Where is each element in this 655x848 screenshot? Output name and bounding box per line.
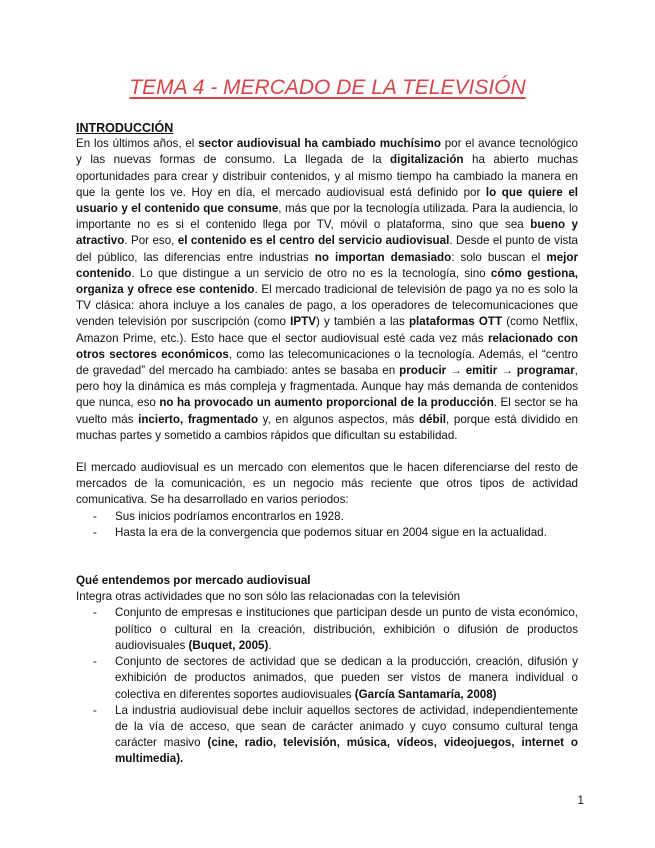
list-item-text: Sus inicios podríamos encontrarlos en 1928. xyxy=(115,509,344,523)
citation: (García Santamaría, 2008) xyxy=(354,687,497,701)
list-item xyxy=(76,654,578,703)
intro-text: por el avance tecnológico y las nuevas formas de consumo. La llegada de la xyxy=(76,137,578,167)
citation: (cine, radio, televisión, música, vídeos, videojuegos, internet o multimedia). xyxy=(115,736,579,766)
intro-text: ) y también a las xyxy=(315,315,409,329)
intro-bold: lo que quiere el usuario y el contenido que consume xyxy=(76,185,578,216)
intro-bold: digitalización xyxy=(390,153,464,167)
intro-bold: débil xyxy=(418,412,447,426)
list-dash: - xyxy=(93,509,97,523)
intro-text: . El sector se ha vuelto más xyxy=(76,396,578,426)
list-item-text: Conjunto de sectores de actividad que se dedican a la producción, creación, difusión y exhibición de productos animados, que pueden ser vistos de manera individual o colectiva en diferentes soportes audiovisuales xyxy=(115,655,578,701)
intro-text: , pero hoy la dinámica es más compleja y fragmentada. Aunque hay más demanda de contenidos que nunca, eso xyxy=(76,364,578,410)
intro-bold: no importan demasiado xyxy=(314,250,452,264)
page-title: TEMA 4 - MERCADO DE LA TELEVISIÓN xyxy=(129,76,526,99)
intro-bold: IPTV xyxy=(290,315,316,329)
list-dash: - xyxy=(93,703,97,717)
intro-text: , más que por la tecnología utilizada. Para la audiencia, lo importante no es si el contenido llega por TV, móvil o plataforma, sino que sea xyxy=(76,202,578,232)
list-item-end: . xyxy=(268,638,272,652)
intro-bold: producir → emitir → programar xyxy=(399,364,575,378)
intro-text: , como las telecomunicaciones o la tecnología. Además, el “centro de gravedad” del mercado ha cambiado: antes se basaba en xyxy=(76,347,578,378)
list-item xyxy=(76,525,578,541)
intro-paragraph xyxy=(76,136,578,444)
intro-text: . El mercado tradicional de televisión de pago ya no es solo la TV clásica: ahora incluye a los canales de pago, a los operadores de telecomunicaciones que venden televisión por suscripción (como xyxy=(76,283,578,329)
list-item xyxy=(76,605,578,654)
list-item-text: La industria audiovisual debe incluir aquellos sectores de actividad, independientemente de la vía de acceso, que sean de carácter animado y cuyo consumo cultural tenga carácter masivo xyxy=(115,703,578,750)
intro-text: y, en algunos aspectos, más xyxy=(258,412,419,426)
list-item-text: Hasta la era de la convergencia que podemos situar en 2004 sigue en la actualidad. xyxy=(115,525,547,539)
intro-text: En los últimos años, el xyxy=(76,137,199,151)
intro-text: ha abierto muchas oportunidades para crear y distribuir contenidos, y al mismo tiempo ha cambiado la manera en que la gente los ve. Hoy en día, el mercado audiovisual está definido por xyxy=(76,153,578,199)
intro-text: (como Netflix, Amazon Prime, etc.). Esto hace que el sector audiovisual esté cada vez más xyxy=(76,315,579,345)
citation: (Buquet, 2005) xyxy=(188,638,269,652)
periods-list xyxy=(76,509,578,541)
intro-bold: bueno y atractivo xyxy=(76,218,578,248)
list-item-text: Conjunto de empresas e instituciones que participan desde un punto de vista económico, político o cultural en la creación, distribución, exhibición o difusión de productos audiovisuales xyxy=(115,606,578,652)
intro-bold: incierto, fragmentado xyxy=(138,412,259,426)
intro-text: : solo buscan el xyxy=(451,250,547,264)
definition-intro: Integra otras actividades que no son sólo las relacionadas con la televisión xyxy=(76,590,461,604)
list-dash: - xyxy=(93,655,97,669)
page-number: 1 xyxy=(577,794,584,807)
intro-heading: INTRODUCCIÓN xyxy=(76,121,174,135)
intro-bold: sector audiovisual ha cambiado muchísimo xyxy=(198,137,441,151)
list-item xyxy=(76,509,578,525)
definitions-list xyxy=(76,605,578,767)
list-item xyxy=(76,703,578,768)
intro-text: . Por eso, xyxy=(124,234,178,248)
intro-bold: el contenido es el centro del servicio audiovisual xyxy=(177,234,450,248)
intro-bold: plataformas OTT xyxy=(408,315,503,329)
intro-bold: cómo gestiona, organiza y ofrece ese contenido xyxy=(76,266,578,297)
mercado-paragraph: El mercado audiovisual es un mercado con elementos que le hacen diferenciarse del resto de mercados de la comunicación, es un negocio más reciente que otros tipos de actividad comunicativa. Se ha desarrollado en varios periodos: xyxy=(76,461,578,507)
definition-heading: Qué entendemos por mercado audiovisual xyxy=(76,574,311,588)
intro-bold: relacionado con otros sectores económicos xyxy=(76,331,578,361)
intro-bold: no ha provocado un aumento proporcional de la producción xyxy=(159,396,494,410)
list-dash: - xyxy=(93,606,97,620)
intro-text: . Desde el punto de vista del público, las diferencias entre industrias xyxy=(76,234,579,264)
intro-bold: mejor contenido xyxy=(76,250,578,280)
intro-text: , porque está dividido en muchas partes y sometido a cambios rápidos que dificultan su estabilidad. xyxy=(76,412,578,442)
intro-text: . Lo que distingue a un servicio de otro no es la tecnología, sino xyxy=(131,266,491,280)
list-dash: - xyxy=(93,525,97,539)
page-content xyxy=(76,120,578,768)
